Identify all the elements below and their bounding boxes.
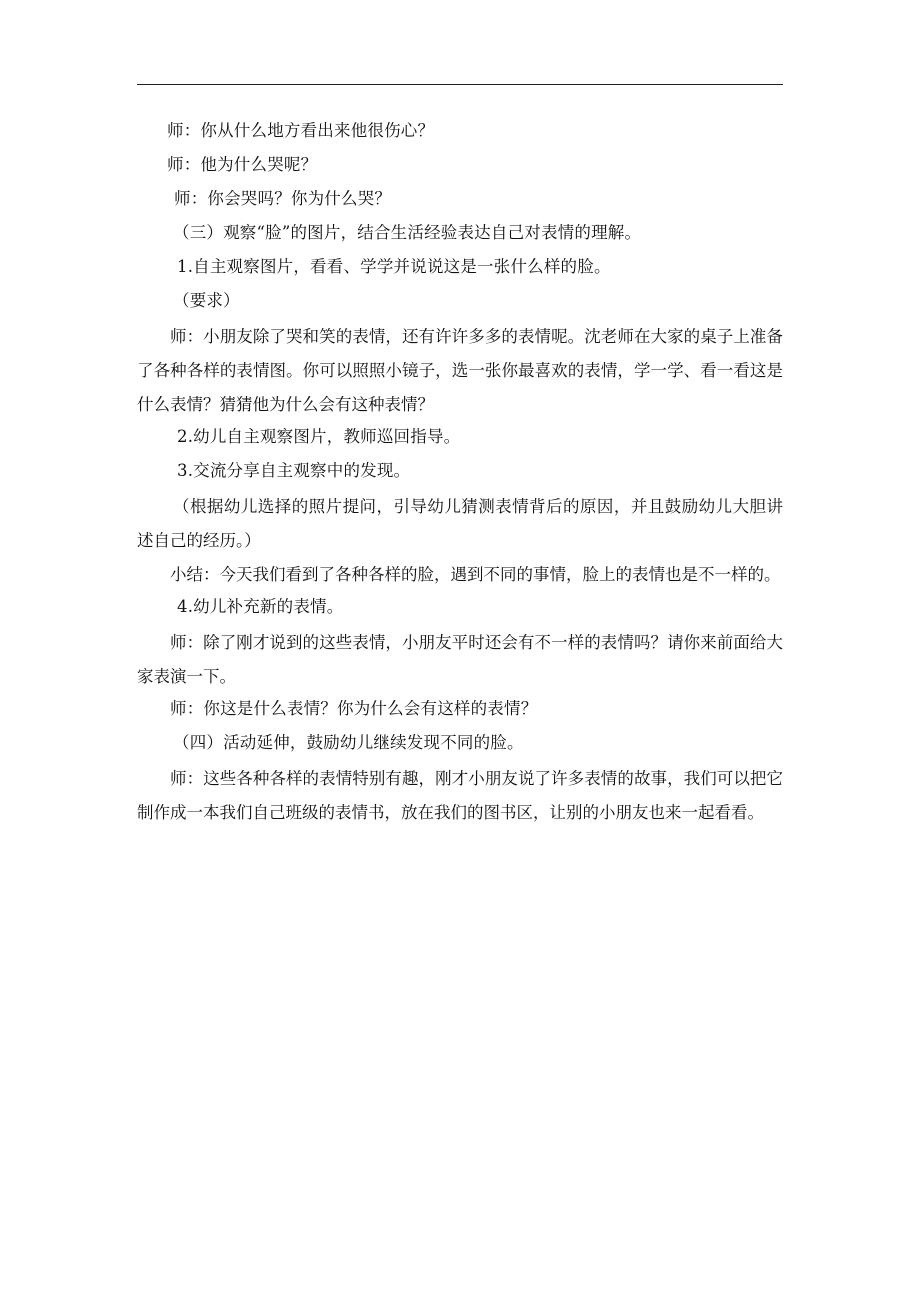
paragraph: 2.幼儿自主观察图片，教师巡回指导。: [177, 427, 461, 446]
paragraph: 师：你会哭吗？你为什么哭？: [174, 189, 392, 208]
paragraph: 师：除了刚才说到的这些表情，小朋友平时还会有不一样的表情吗？请你来前面给大家表演一下。: [137, 633, 783, 686]
paragraph: （要求）: [173, 291, 240, 310]
paragraph: 3.交流分享自主观察中的发现。: [177, 461, 411, 480]
section-heading: （三）观察“脸”的图片，结合生活经验表达自己对表情的理解。: [173, 223, 642, 242]
summary-paragraph: 小结：今天我们看到了各种各样的脸，遇到不同的事情，脸上的表情也是不一样的。: [170, 565, 781, 584]
paragraph: 1.自主观察图片，看看、学学并说说这是一张什么样的脸。: [177, 257, 611, 276]
paragraph: 师：这些各种各样的表情特别有趣，刚才小朋友说了许多表情的故事，我们可以把它制作成一本我们自己班级的表情书，放在我们的图书区，让别的小朋友也来一起看看。: [137, 769, 783, 822]
paragraph: 师：你从什么地方看出来他很伤心？: [167, 121, 435, 140]
section-heading: （四）活动延伸，鼓励幼儿继续发现不同的脸。: [173, 733, 524, 752]
paragraph: 师：你这是什么表情？你为什么会有这样的表情？: [170, 699, 538, 718]
paragraph: 师：他为什么哭呢？: [167, 155, 318, 174]
paragraph: 师：小朋友除了哭和笑的表情，还有许许多多的表情呢。沈老师在大家的桌子上准备了各种各样的表情图。你可以照照小镜子，选一张你最喜欢的表情，学一学、看一看这是什么表情？猜猜他为什么会有这种表情？: [137, 327, 783, 414]
header-rule: [137, 84, 783, 85]
document-body: [137, 116, 783, 830]
paragraph: （根据幼儿选择的照片提问，引导幼儿猜测表情背后的原因，并且鼓励幼儿大胆讲述自己的经历。）: [137, 497, 783, 550]
paragraph: 4.幼儿补充新的表情。: [177, 597, 344, 616]
